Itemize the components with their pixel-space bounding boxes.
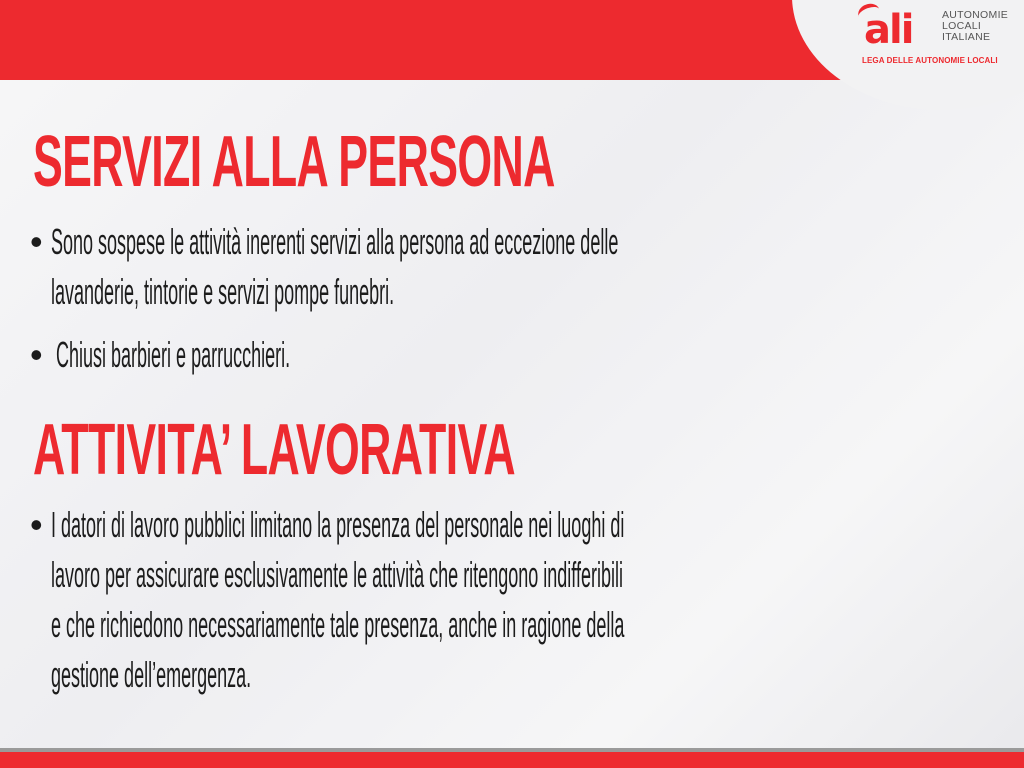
bullet-item [30,500,990,700]
bullet-item [30,330,990,380]
bullet-icon: • [30,334,43,375]
bullet-item [30,217,990,317]
section-heading-servizi: SERVIZI ALLA PERSONA [33,122,555,202]
bullet-text: Chiusi barbieri e parrucchieri. [51,334,291,375]
logo-tagline: LEGA DELLE AUTONOMIE LOCALI [862,56,998,65]
bullet-text: I datori di lavoro pubblici limitano la presenza del personale nei luoghi di lavoro per assicurare esclusivamente le attività che ritengono indifferibili e che richiedono necessariamente tale presenza, anche in ragione della gestione dell’emergenza. [51,504,625,695]
logo-line-1: AUTONOMIE [942,9,1009,21]
bottom-red-band [0,752,1024,768]
logo-mark: ali [864,7,913,53]
logo-line-3: ITALIANE [942,31,991,43]
bullet-icon: • [30,504,43,545]
ali-logo [858,4,1018,70]
logo-wordmark [942,10,1022,43]
bullet-text: Sono sospese le attività inerenti servizi alla persona ad eccezione delle lavanderie, tintorie e servizi pompe funebri. [51,221,619,312]
logo-line-2: LOCALI [942,20,982,32]
section-heading-attivita: ATTIVITA’ LAVORATIVA [33,410,515,490]
bullet-icon: • [30,221,43,262]
